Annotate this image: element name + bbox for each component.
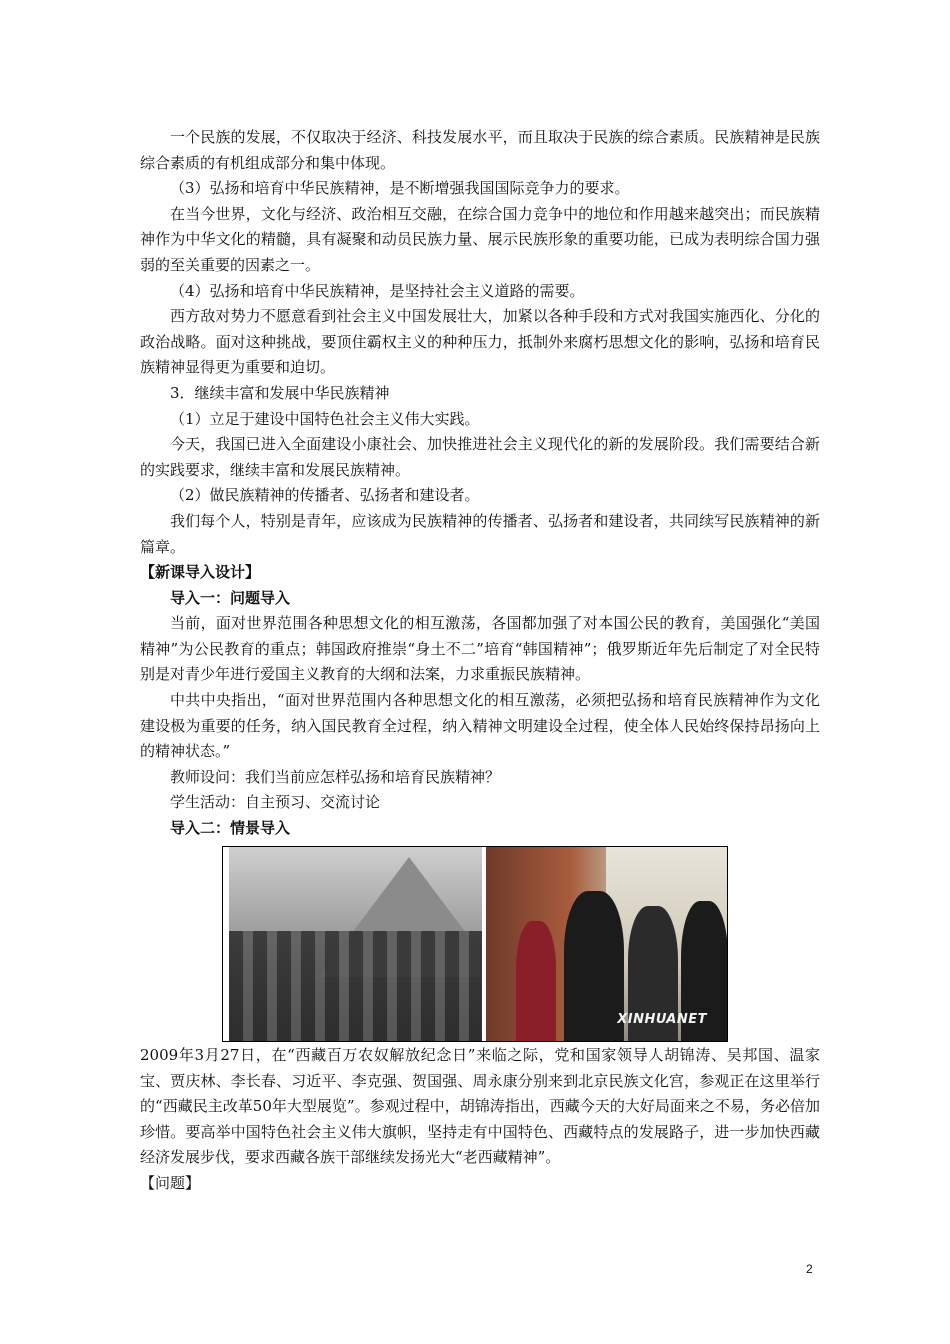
paragraph: 在当今世界，文化与经济、政治相互交融，在综合国力竞争中的地位和作用越来越突出；而民族精神作为中华文化的精髓，具有凝聚和动员民族力量、展示民族形象的重要功能，已成为表明综合国力强弱的至关重要的因素之一。 xyxy=(140,204,820,274)
paragraph: （3）弘扬和培育中华民族精神，是不断增强我国国际竞争力的要求。 xyxy=(170,179,630,198)
caption-text xyxy=(140,1043,820,1197)
paragraph: 学生活动：自主预习、交流讨论 xyxy=(170,793,381,812)
page-number: 2 xyxy=(806,1262,813,1276)
paragraph: 2009年3月27日，在“西藏百万农奴解放纪念日”来临之际，党和国家领导人胡锦涛、吴邦国、温家宝、贾庆林、李长春、习近平、李克强、贺国强、周永康分别来到北京民族文化宫，参观正在这里举行的“西藏民主改革50年大型展览”。参观过程中，胡锦涛指出，西藏今天的大好局面来之不易，务必倍加珍惜。要高举中国特色社会主义伟大旗帜，坚持走有中国特色、西藏特点的发展路子，进一步加快西藏经济发展步伐，要求西藏各族干部继续发扬光大“老西藏精神”。 xyxy=(140,1046,820,1167)
section-title: 【新课导入设计】 xyxy=(140,563,261,582)
paragraph: 一个民族的发展，不仅取决于经济、科技发展水平，而且取决于民族的综合素质。民族精神是民族综合素质的有机组成部分和集中体现。 xyxy=(140,128,820,172)
section-heading: 3．继续丰富和发展中华民族精神 xyxy=(170,383,390,402)
person-figure xyxy=(516,921,556,1041)
person-figure xyxy=(564,891,624,1041)
subsection-title: 导入一：问题导入 xyxy=(170,588,291,607)
historical-photo xyxy=(229,847,482,1041)
paragraph: 当前，面对世界范围各种思想文化的相互激荡，各国都加强了对本国公民的教育，美国强化“美国精神”为公民教育的重点；韩国政府推崇“身土不二”培育“韩国精神”；俄罗斯近年先后制定了对全民特别是对青少年进行爱国主义教育的大纲和法案，力求重振民族精神。 xyxy=(140,614,820,684)
paragraph: 西方敌对势力不愿意看到社会主义中国发展壮大，加紧以各种手段和方式对我国实施西化、分化的政治战略。面对这种挑战，要顶住霸权主义的种种压力，抵制外来腐朽思想文化的影响，弘扬和培育民族精神显得更为重要和迫切。 xyxy=(140,307,820,377)
paragraph: 今天，我国已进入全面建设小康社会、加快推进社会主义现代化的新的发展阶段。我们需要结合新的实践要求，继续丰富和发展民族精神。 xyxy=(140,435,820,479)
body-text xyxy=(140,125,820,842)
paragraph: 教师设问：我们当前应怎样弘扬和培育民族精神？ xyxy=(170,767,501,786)
paragraph: 中共中央指出，“面对世界范围内各种思想文化的相互激荡，必须把弘扬和培育民族精神作为文化建设极为重要的任务，纳入国民教育全过程，纳入精神文明建设全过程，使全体人民始终保持昂扬向上的精神状态。” xyxy=(140,691,820,761)
paragraph: （4）弘扬和培育中华民族精神，是坚持社会主义道路的需要。 xyxy=(170,281,585,300)
subsection-title: 导入二：情景导入 xyxy=(170,819,291,838)
paragraph: 我们每个人，特别是青年，应该成为民族精神的传播者、弘扬者和建设者，共同续写民族精神的新篇章。 xyxy=(140,511,820,556)
paragraph: （1）立足于建设中国特色社会主义伟大实践。 xyxy=(170,409,480,428)
exhibition-photo xyxy=(486,847,727,1041)
photo-watermark: XINHUANET xyxy=(617,1012,707,1027)
question-label: 【问题】 xyxy=(140,1173,201,1192)
soldiers-crowd xyxy=(229,931,482,1041)
photo-figure xyxy=(222,846,728,1042)
paragraph: （2）做民族精神的传播者、弘扬者和建设者。 xyxy=(170,486,480,505)
